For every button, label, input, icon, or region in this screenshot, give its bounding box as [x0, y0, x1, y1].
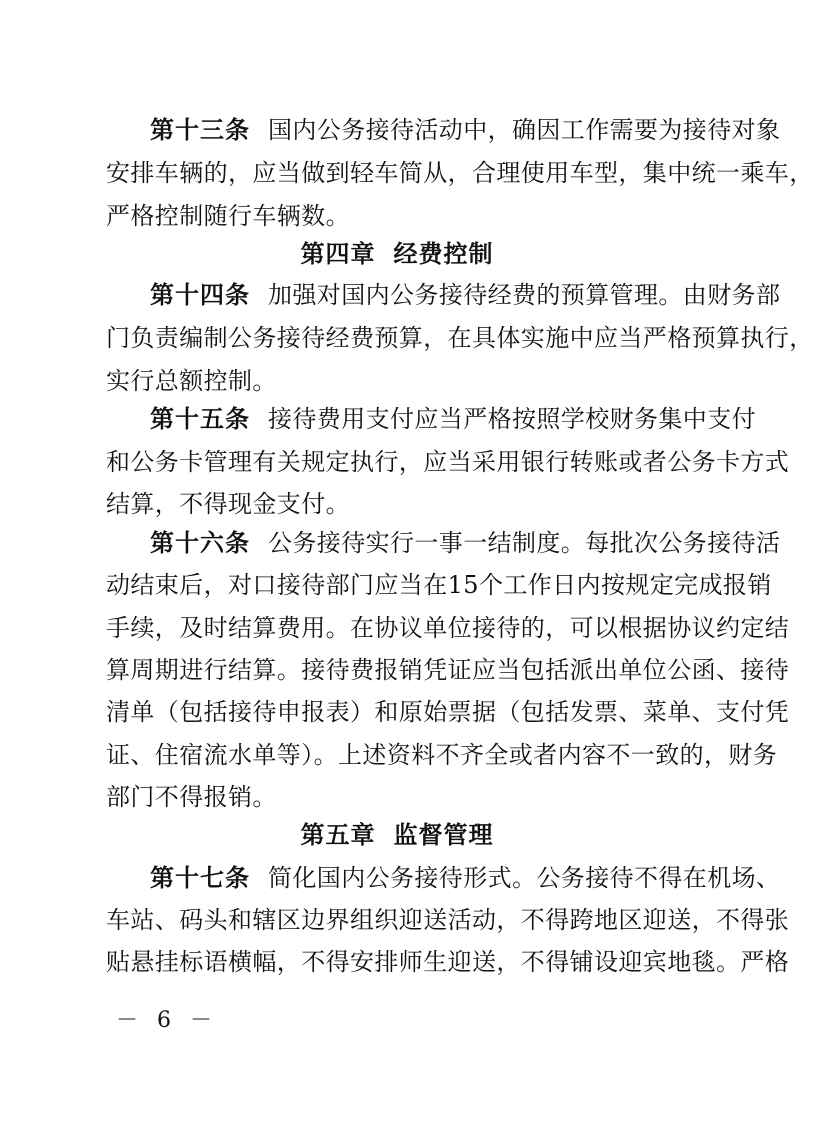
- article-15-line-3: 结算，不得现金支付。: [106, 490, 350, 518]
- chapter-5-number: 第五章: [300, 821, 376, 849]
- chapter-4-title: 经费控制: [393, 240, 494, 268]
- chapter-4-number: 第四章: [300, 240, 376, 268]
- article-15-line-2: 和公务卡管理有关规定执行，应当采用银行转账或者公务卡方式: [106, 448, 790, 476]
- article-16-line-3: 手续，及时结算费用。在协议单位接待的，可以根据协议约定结: [106, 614, 790, 642]
- article-14-text-1: 加强对国内公务接待经费的预算管理。由财务部: [268, 281, 781, 309]
- chapter-5-title: 监督管理: [393, 821, 494, 849]
- article-13-line-3: 严格控制随行车辆数。: [106, 202, 350, 230]
- article-14-line-2: 门负责编制公务接待经费预算，在具体实施中应当严格预算执行，: [106, 324, 814, 352]
- article-17-line-3: 贴悬挂标语横幅，不得安排师生迎送，不得铺设迎宾地毯。严格: [106, 948, 790, 976]
- article-16-line-2: 动结束后，对口接待部门应当在15个工作日内按规定完成报销: [106, 571, 772, 599]
- chapter-5-heading: [0, 815, 794, 855]
- chapter-4-heading: [0, 234, 794, 274]
- article-17-text-1: 简化国内公务接待形式。公务接待不得在机场、: [268, 864, 781, 892]
- article-16-text-1: 公务接待实行一事一结制度。每批次公务接待活: [268, 529, 781, 557]
- article-13-line-1: [150, 110, 781, 150]
- article-14-label: 第十四条: [150, 281, 250, 309]
- article-14-line-1: [150, 275, 781, 315]
- article-16-label: 第十六条: [150, 529, 250, 557]
- article-17-label: 第十七条: [150, 864, 250, 892]
- article-15-label: 第十五条: [150, 405, 250, 433]
- article-14-line-3: 实行总额控制。: [106, 367, 277, 395]
- article-13-label: 第十三条: [150, 116, 250, 144]
- article-15-line-1: [150, 399, 756, 439]
- article-13-line-2: 安排车辆的，应当做到轻车简从，合理使用车型，集中统一乘车，: [106, 159, 814, 187]
- page-number: － 6 －: [116, 1008, 218, 1033]
- article-16-line-7: 部门不得报销。: [106, 783, 277, 811]
- article-16-line-5: 清单（包括接待申报表）和原始票据（包括发票、菜单、支付凭: [106, 698, 790, 726]
- article-16-line-1: [150, 523, 781, 563]
- article-17-line-2: 车站、码头和辖区边界组织迎送活动，不得跨地区迎送，不得张: [106, 906, 790, 934]
- article-15-text-1: 接待费用支付应当严格按照学校财务集中支付: [268, 405, 756, 433]
- article-16-line-4: 算周期进行结算。接待费报销凭证应当包括派出单位公函、接待: [106, 656, 790, 684]
- article-16-line-6: 证、住宿流水单等）。上述资料不齐全或者内容不一致的，财务: [106, 741, 778, 769]
- article-13-text-1: 国内公务接待活动中，确因工作需要为接待对象: [268, 116, 781, 144]
- article-17-line-1: [150, 858, 781, 898]
